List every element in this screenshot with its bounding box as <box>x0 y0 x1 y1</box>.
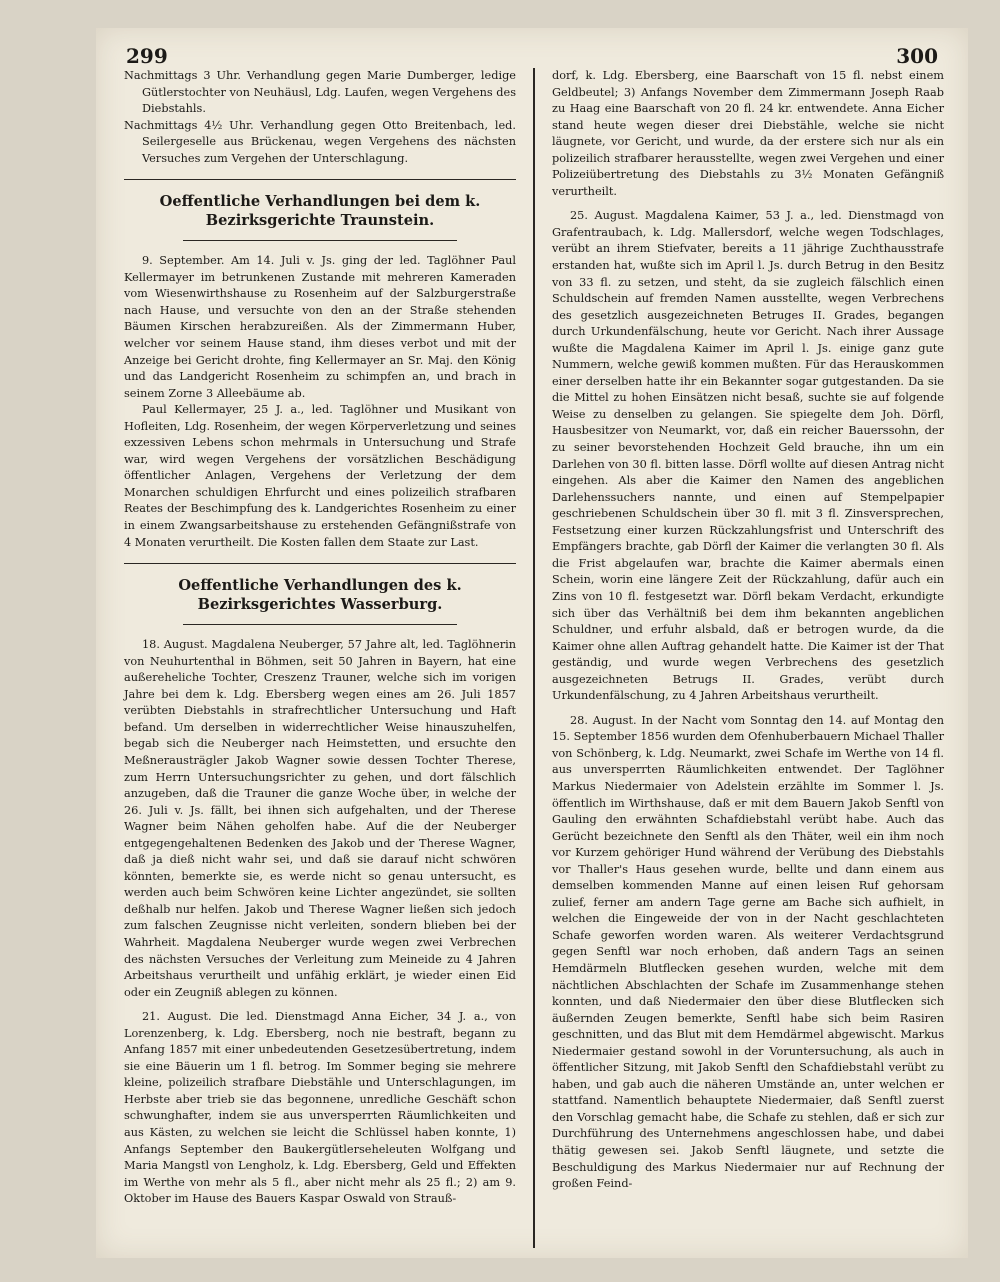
section-title-wasserburg: Oeffentliche Verhandlungen des k. Bezirksgerichtes Wasserburg. <box>178 577 462 614</box>
left-column <box>124 68 516 1208</box>
section-title-traunstein: Oeffentliche Verhandlungen bei dem k. Bezirksgerichte Traunstein. <box>159 193 481 230</box>
article-paragraph: 25. August. Magdalena Kaimer, 53 J. a., led. Dienstmagd von Grafentraubach, k. Ldg. Mallersdorf, welche wegen Todschlages, verübt an ihrem Stiefvater, bereits a 11 jährige Zuchthausstrafe erstanden hat, wußte sich im April l. Js. durch Betrug in den Besitz von 33 fl. zu setzen, und steht, da sie zugleich fälschlich einen Schuldschein auf fremden Namen ausstellte, wegen Verbrechens des gesetzlich ausgezeichneten Betruges II. Grades, begangen durch Urkundenfälschung, heute vor Gericht. Nach ihrer Aussage wußte die Magdalena Kaimer im April l. Js. einige ganz gute Nummern, welche gewiß kommen mußten. Für das Herauskommen einer derselben hatte ihr ein Bekannter sogar gutgestanden. Da sie die Mittel zu hohen Einsätzen nicht besaß, suchte sie auf folgende Weise zu denselben zu gelangen. Sie spiegelte dem Joh. Dörfl, Hausbesitzer von Neumarkt, vor, daß ein reicher Bauerssohn, der zu seiner bevorstehenden Hochzeit Geld brauche, ihn um ein Darlehen von 30 fl. bitten lasse. Dörfl wollte auf diesen Antrag nicht eingehen. Als aber die Kaimer den Namen des angeblichen Darlehenssuchers nannte, und einen auf Stempelpapier geschriebenen Schuldschein über 30 fl. mit 3 fl. Zinsversprechen, Festsetzung einer kurzen Rückzahlungsfrist und Unterschrift des Empfängers brachte, gab Dörfl der Kaimer die verlangten 30 fl. Als die Frist abgelaufen war, brachte die Kaimer abermals einen Schein, worin eine längere Zeit der Rückzahlung, dafür auch ein Zins von 10 fl. festgesetzt war. Dörfl bekam Verdacht, erkundigte sich über das Verhältniß bei dem ihm bekannten angeblichen Schuldner, und erfuhr alsbald, daß er betrogen wurde, da die Kaimer ohne allen Auftrag gehandelt hatte. Die Kaimer ist der That geständig, und wurde wegen Verbrechens des gesetzlich ausgezeichneten Betrugs II. Grades, verübt durch Urkundenfälschung, zu 4 Jahren Arbeitshaus verurtheilt. <box>552 209 944 703</box>
article-paragraph: 18. August. Magdalena Neuberger, 57 Jahre alt, led. Taglöhnerin von Neuhurtenthal in Böhmen, seit 50 Jahren in Bayern, hat eine außereheliche Tochter, Creszenz Trauner, welche sich im vorigen Jahre bei dem k. Ldg. Ebersberg wegen eines am 26. Juli 1857 verübten Diebstahls in strafrechtlicher Untersuchung und Haft befand. Um derselben in widerrechtlicher Weise hinauszuhelfen, begab sich die Neuberger nach Heimstetten, und ersuchte den Meßnerausträgler Jakob Wagner sowie dessen Tochter Therese, zum Herrn Untersuchungsrichter zu gehen, und dort fälschlich anzugeben, daß die Trauner die ganze Woche über, in welche der 26. Juli v. Js. fällt, bei ihnen sich aufgehalten, und der Therese Wagner beim Nähen geholfen habe. Auf die der Neuberger entgegengehaltenen Bedenken des Jakob und der Therese Wagner, daß ja dieß nicht wahr sei, und daß sie darauf nicht schwören könnten, bemerkte sie, es werde nicht so genau untersucht, es werden auch beim Schwören keine Lichter angezündet, sie sollten deßhalb nur helfen. Jakob und Therese Wagner ließen sich jedoch zum falschen Zeugnisse nicht verleiten, sondern blieben bei der Wahrheit. Magdalena Neuberger wurde wegen zwei Verbrechen des nächsten Versuches der Verleitung zum Meineide zu 4 Jahren Arbeitshaus verurtheilt und unfähig erklärt, je wieder einen Eid oder ein Zeugniß ablegen zu können. <box>124 638 516 999</box>
article-paragraph: dorf, k. Ldg. Ebersberg, eine Baarschaft von 15 fl. nebst einem Geldbeutel; 3) Anfangs November dem Zimmermann Joseph Raab zu Haag eine Baarschaft von 20 fl. 24 kr. entwendete. Anna Eicher stand heute wegen dieser drei Diebstähle, welche sie nicht läugnete, vor Gericht, und wurde, da der erstere sich nur als ein polizeilich strafbarer herausstellte, wegen zwei Vergehen und einer Polizeiübertretung des Diebstahls zu 3½ Monaten Gefängniß verurtheilt. <box>552 69 944 198</box>
title-underline <box>183 624 457 625</box>
article-paragraph: 28. August. In der Nacht vom Sonntag den 14. auf Montag den 15. September 1856 wurden dem Ofenhuberbauern Michael Thaller von Schönberg, k. Ldg. Neumarkt, zwei Schafe im Werthe von 14 fl. aus unversperrten Räumlichkeiten entwendet. Der Taglöhner Markus Niedermaier von Adelstein erzählte im Sommer l. Js. öffentlich im Wirthshause, daß er mit dem Bauern Jakob Senftl von Gauling den erwähnten Schafdiebstahl verübt habe. Auch das Gerücht bezeichnete den Senftl als den Thäter, weil ein ihm noch vor Kurzem gehöriger Hund während der Verübung des Diebstahls vor Thaller's Haus gesehen wurde, bellte und dann einem aus demselben kommenden Manne auf einen leisen Ruf gehorsam zulief, ferner am andern Tage gerne am Bache sich aufhielt, in welchen die Eingeweide der von in der Nacht geschlachteten Schafe geworfen worden waren. Als weiterer Verdachtsgrund gegen Senftl war noch erhoben, daß andern Tags an seinen Hemdärmeln Blutflecken gesehen wurden, welche mit dem nächtlichen Abschlachten der Schafe im Zusammenhange stehen konnten, und daß Niedermaier den über diese Blutflecken sich äußernden Zeugen bemerkte, Senftl habe sich beim Rasiren geschnitten, und das Blut mit dem Hemdärmel abgewischt. Markus Niedermaier gestand sowohl in der Voruntersuchung, als auch in öffentlicher Sitzung, mit Jakob Senftl den Schafdiebstahl verübt zu haben, und gab auch die näheren Umstände an, unter welchen er stattfand. Namentlich behauptete Niedermaier, daß Senftl zuerst den Vorschlag gemacht habe, die Schafe zu stehlen, daß er sich zur Durchführung des Unternehmens angeschlossen habe, und dabei thätig gewesen sei. Jakob Senftl läugnete, und setzte die Beschuldigung des Markus Niedermaier nur auf Rechnung der großen Feind- <box>552 713 944 1191</box>
page-number-left: 299 <box>126 44 168 68</box>
column-divider <box>533 68 535 1248</box>
schedule-entry: Nachmittags 4½ Uhr. Verhandlung gegen Otto Breitenbach, led. Seilergeselle aus Brückenau, wegen Vergehens des nächsten Versuches zum Vergehen der Unterschlagung. <box>124 118 516 165</box>
article-paragraph: 21. August. Die led. Dienstmagd Anna Eicher, 34 J. a., von Lorenzenberg, k. Ldg. Ebersberg, noch nie bestraft, begann zu Anfang 1857 mit einer unbedeutenden Gesetzesübertretung, indem sie eine Bäuerin um 1 fl. betrog. Im Sommer beging sie mehrere kleine, polizeilich strafbare Diebstähle und Unterschlagungen, im Herbste aber trieb sie das begonnene, unredliche Geschäft schon schwunghafter, indem sie aus unversperrten Räumlichkeiten und aus Kästen, zu welchen sie leicht die Schlüssel haben konnte, 1) Anfangs September den Baukergütlerseheleuten Wolfgang und Maria Mangstl von Lengholz, k. Ldg. Ebersberg, Geld und Effekten im Werthe von mehr als 5 fl., aber nicht mehr als 25 fl.; 2) am 9. Oktober im Hause des Bauers Kaspar Oswald von Strauß- <box>124 1010 516 1206</box>
title-underline <box>183 240 457 241</box>
article-paragraph: Paul Kellermayer, 25 J. a., led. Taglöhner und Musikant von Hofleiten, Ldg. Rosenheim, der wegen Körperverletzung und seines exzessiven Lebens schon mehrmals in Untersuchung und Strafe war, wird wegen Vergehens der vorsätzlichen Beschädigung öffentlicher Anlagen, Vergehens der Verletzung der dem Monarchen schuldigen Ehrfurcht und eines polizeilich strafbaren Reates der Beschimpfung des k. Landgerichtes Rosenheim zu einer in einem Zwangsarbeitshause zu erstehenden Gefängnißstrafe von 4 Monaten verurtheilt. Die Kosten fallen dem Staate zur Last. <box>124 403 516 549</box>
schedule-entry: Nachmittags 3 Uhr. Verhandlung gegen Marie Dumberger, ledige Gütlerstochter von Neuhäusl, Ldg. Laufen, wegen Vergehens des Diebstahls. <box>124 69 516 116</box>
right-column <box>552 68 944 1193</box>
newspaper-page <box>96 28 968 1258</box>
section-rule <box>124 179 516 180</box>
section-rule <box>124 563 516 564</box>
article-paragraph: 9. September. Am 14. Juli v. Js. ging der led. Taglöhner Paul Kellermayer im betrunkenen Zustande mit mehreren Kameraden vom Wiesenwirthshause zu Rosenheim auf der Salzburgerstraße nach Hause, und versuchte von den an der Straße stehenden Bäumen Kirschen herabzureißen. Als der Zimmermann Huber, welcher vor seinem Hause stand, ihm dieses verbot und mit der Anzeige bei Gericht drohte, fing Kellermayer an Sr. Maj. den König und das Landgericht Rosenheim zu schimpfen an, und brach in seinem Zorne 3 Alleebäume ab. <box>124 254 516 400</box>
page-number-right: 300 <box>896 44 938 68</box>
